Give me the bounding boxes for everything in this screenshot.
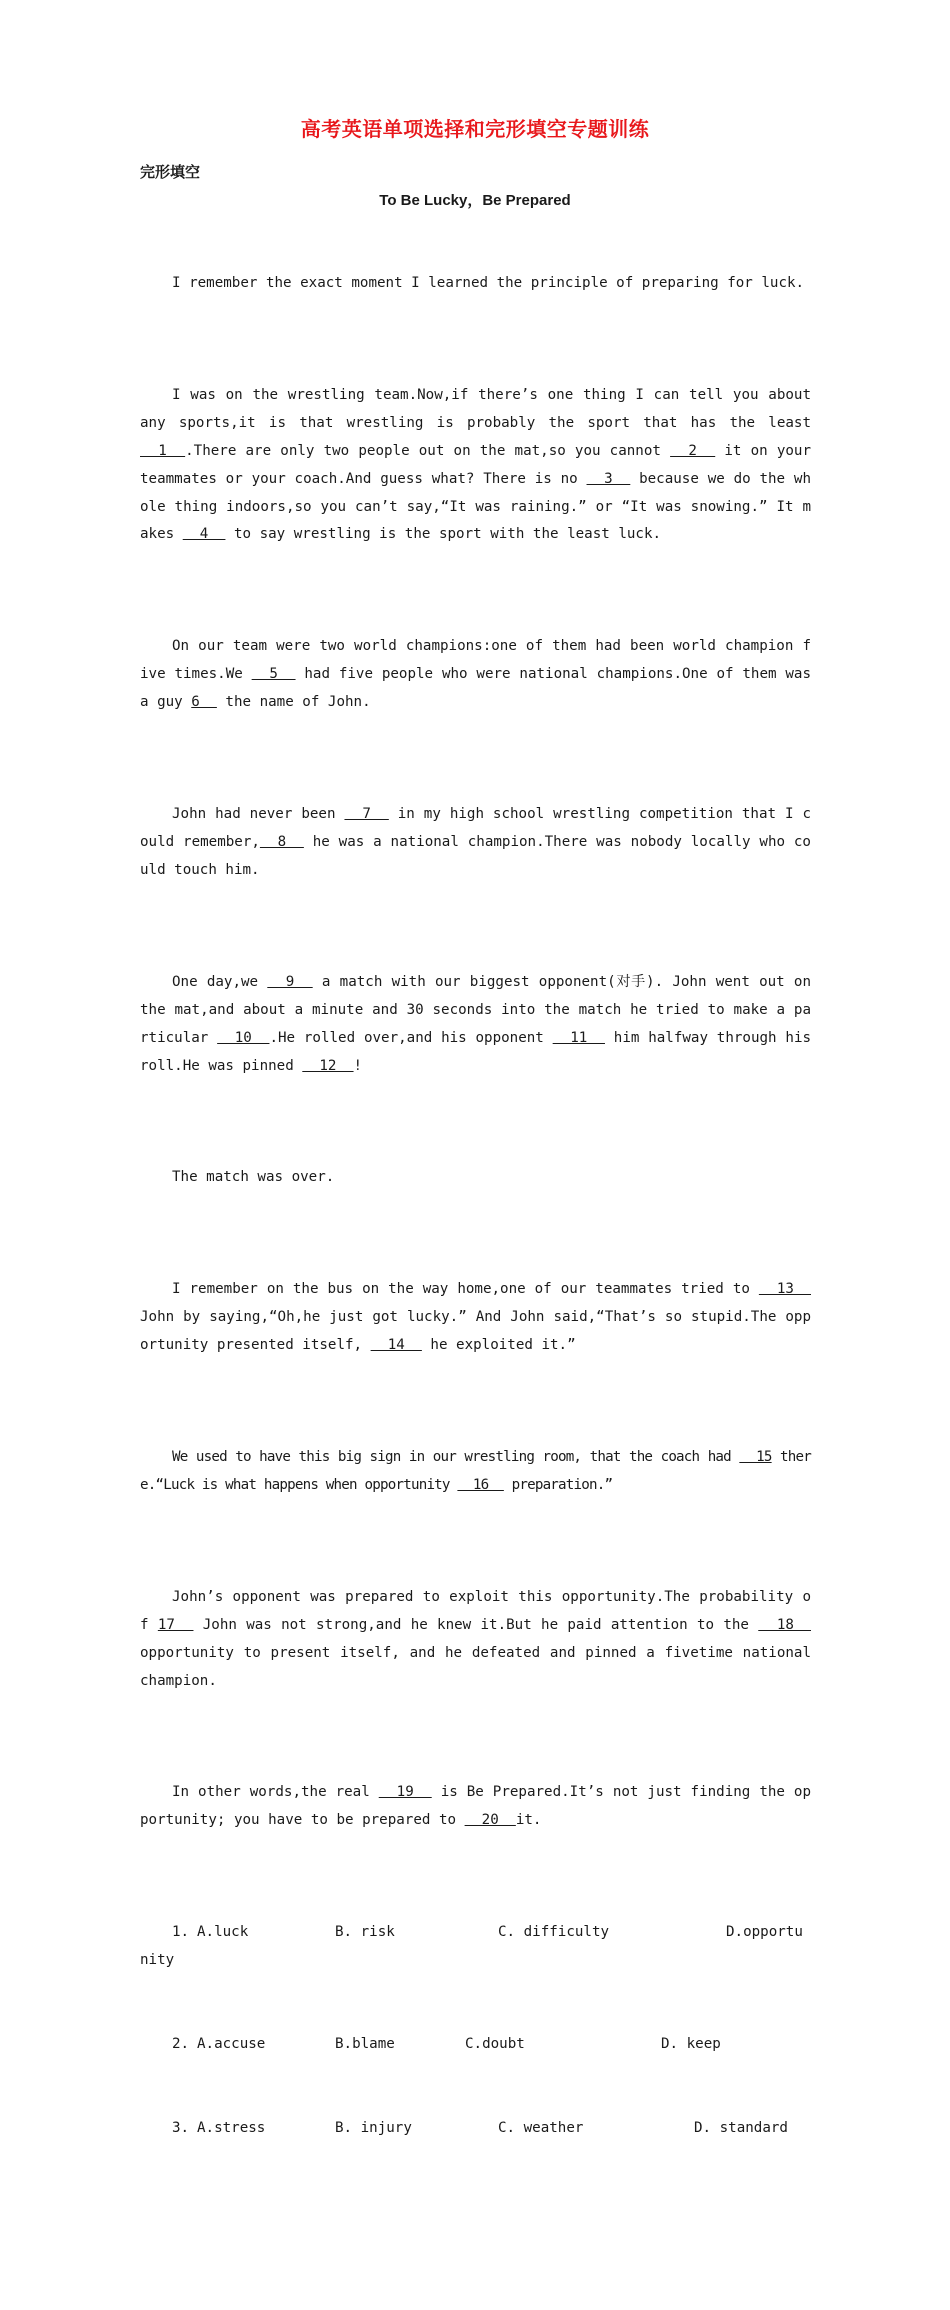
option-row-2 [140,2031,811,2059]
paragraph-8: We used to have this big sign in our wrestling room, that the coach had 15 there.“Luck is what happens when opportunity 16 preparation.” [140,1448,811,1493]
question-number: 2. [172,2035,190,2052]
blank-11[interactable]: 11 [552,1029,605,1046]
option-a[interactable]: A.accuse [197,2035,266,2052]
question-number: 3. [172,2119,190,2136]
option-c[interactable]: C. difficulty [498,1924,610,1941]
blank-5[interactable]: 5 [251,666,296,683]
option-d[interactable]: D.opportunity [140,1924,803,1969]
blank-18[interactable]: 18 [758,1616,811,1633]
blank-20[interactable]: 20 [464,1812,516,1829]
blank-2[interactable]: 2 [670,442,716,459]
option-row-1 [140,1919,811,1975]
paragraph-6: The match was over. [172,1169,335,1186]
option-a[interactable]: A.luck [197,1924,249,1941]
paragraph-4: John had never been 7 in my high school wrestling competition that I could remember, 8 he was a national champion.There was nobody locally who could touch him. [140,806,811,878]
blank-4[interactable]: 4 [182,526,226,543]
paragraph-1: I remember the exact moment I learned the principle of preparing for luck. [172,274,805,291]
option-a[interactable]: A.stress [197,2119,266,2136]
passage-title: To Be Lucky，Be Prepared [379,192,571,209]
paragraph-9: John’s opponent was prepared to exploit this opportunity.The probability of 17 John was not strong,and he knew it.But he paid attention to the 18 opportunity to present itself, and he defeated and pinned a fivetime national champion. [140,1588,820,1689]
blank-6[interactable]: 6 [191,694,217,711]
option-row-3 [140,2115,811,2143]
blank-1[interactable]: 1 [140,442,186,459]
option-b[interactable]: B.blame [335,2035,395,2052]
section-heading: 完形填空 [140,163,201,181]
paragraph-2: I was on the wrestling team.Now,if there’s one thing I can tell you about any sports,it is that wrestling is probably the sport that has the least 1 .There are only two people out on the mat,so you cannot 2 it on your teammates or your coach.And guess what? There is no 3 because we do the whole thing indoors,so you can’t say,“It was raining.” or “It was snowing.” It makes 4 to say wrestling is the sport with the least luck. [140,386,820,543]
page-title: 高考英语单项选择和完形填空专题训练 [300,117,650,141]
blank-7[interactable]: 7 [344,806,389,823]
blank-16[interactable]: 16 [457,1476,504,1493]
blank-19[interactable]: 19 [378,1784,432,1801]
paragraph-5: One day,we 9 a match with our biggest opponent(对手). John went out on the mat,and about a minute and 30 seconds into the match he tried to make a particular 10 .He rolled over,and his opponent 11 him halfway through his roll.He was pinned 12 ! [140,973,820,1074]
blank-8[interactable]: 8 [259,833,304,850]
blank-3[interactable]: 3 [586,470,631,487]
paragraph-7: I remember on the bus on the way home,one of our teammates tried to 13 John by saying,“Oh,he just got lucky.” And John said,“That’s so stupid.The opportunity presented itself, 14 he exploited it.” [140,1281,820,1354]
blank-15[interactable]: 15 [739,1448,772,1465]
option-d[interactable]: D. standard [694,2119,788,2136]
option-c[interactable]: C.doubt [465,2035,525,2052]
blank-14[interactable]: 14 [370,1337,422,1354]
passage-body [140,214,820,2199]
paragraph-10: In other words,the real 19 is Be Prepared.It’s not just finding the opportunity; you have to be prepared to 20 it. [140,1784,812,1829]
paragraph-3: On our team were two world champions:one of them had been world champion five times.We 5 had five people who were national champions.One of them was a guy 6 the name of John. [140,638,820,711]
blank-17[interactable]: 17 [157,1616,194,1633]
blank-10[interactable]: 10 [217,1029,270,1046]
option-d[interactable]: D. keep [661,2035,721,2052]
blank-13[interactable]: 13 [758,1281,811,1298]
blank-12[interactable]: 12 [302,1057,354,1074]
option-b[interactable]: B. risk [335,1924,395,1941]
option-c[interactable]: C. weather [498,2119,584,2136]
blank-9[interactable]: 9 [267,973,313,990]
option-b[interactable]: B. injury [335,2119,412,2136]
question-number: 1. [172,1924,190,1941]
